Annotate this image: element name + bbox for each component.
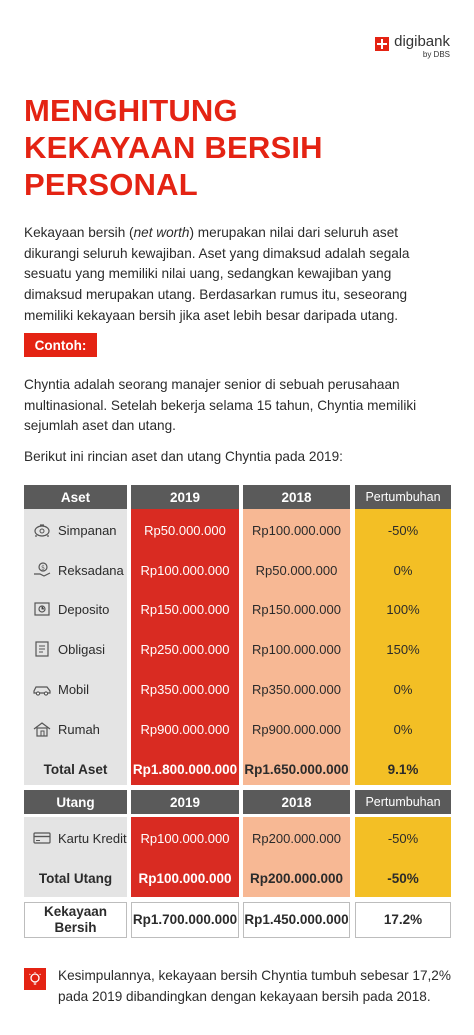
- svg-text:$: $: [41, 564, 45, 572]
- aset-row-mobil: Mobil: [24, 677, 127, 701]
- house-icon: [32, 721, 52, 737]
- aset-obligasi-growth: 150%: [386, 641, 420, 657]
- brand-sub: by DBS: [422, 50, 450, 59]
- intro-line-2: dikurangi seluruh kewajiban. Aset yang dimaksud adalah segala: [24, 245, 410, 261]
- intro-line-5: memiliki kekayaan bersih jika aset lebih besar daripada utang.: [24, 307, 399, 323]
- utang-header-label: Utang: [24, 790, 127, 814]
- aset-obligasi-2019: Rp250.000.000: [140, 641, 230, 657]
- aset-row-obligasi: Obligasi: [24, 637, 127, 661]
- total-utang-2018: Rp200.000.000: [249, 870, 344, 886]
- brand-logo: [375, 34, 450, 59]
- utang-row-kartu-kredit: Kartu Kredit: [24, 826, 127, 850]
- net-worth-2018: Rp1.450.000.000: [243, 902, 350, 938]
- conclusion-text: [58, 966, 458, 1007]
- net-worth-label: Kekayaan Bersih: [24, 902, 127, 938]
- page-title: [24, 92, 454, 203]
- aset-row-reksadana: $ Reksadana: [24, 558, 127, 582]
- story-lead: Berikut ini rincian aset dan utang Chyntia pada 2019:: [24, 449, 343, 464]
- title-line-3: PERSONAL: [24, 167, 198, 202]
- aset-rumah-growth: 0%: [393, 721, 413, 737]
- aset-reksadana-2018: Rp50.000.000: [255, 562, 338, 578]
- aset-deposito-growth: 100%: [386, 601, 420, 617]
- aset-rumah-2019: Rp900.000.000: [140, 721, 230, 737]
- bank-deposit-icon: [32, 601, 52, 617]
- utang-header-2019: 2019: [131, 790, 239, 814]
- aset-header-label: Aset: [24, 485, 127, 509]
- piggy-bank-icon: [32, 522, 52, 538]
- utang-kartu-kredit-growth: -50%: [387, 830, 419, 846]
- intro-line-3: sesuatu yang memiliki nilai uang, sedangkan kewajiban yang: [24, 266, 392, 282]
- aset-deposito-2019: Rp150.000.000: [140, 601, 230, 617]
- total-aset-2018: Rp1.650.000.000: [244, 761, 349, 777]
- total-aset-growth: 9.1%: [387, 761, 419, 777]
- net-worth-2019: Rp1.700.000.000: [131, 902, 239, 938]
- net-worth-growth: 17.2%: [355, 902, 451, 938]
- aset-deposito-2018: Rp150.000.000: [252, 601, 341, 617]
- story-paragraph: [24, 375, 454, 437]
- story-line-2: multinasional. Setelah bekerja selama 15 tahun, Chyntia memiliki: [24, 397, 417, 413]
- aset-reksadana-growth: 0%: [393, 562, 413, 578]
- aset-rumah-2018: Rp900.000.000: [252, 721, 341, 737]
- aset-simpanan-2019: Rp50.000.000: [144, 522, 226, 538]
- utang-kartu-kredit-2019: Rp100.000.000: [140, 830, 230, 846]
- car-icon: [32, 681, 52, 697]
- aset-header-2018: 2018: [243, 485, 350, 509]
- aset-mobil-growth: 0%: [393, 681, 413, 697]
- aset-header-growth: Pertumbuhan: [355, 485, 451, 509]
- utang-header-growth: Pertumbuhan: [355, 790, 451, 814]
- aset-header-2019: 2019: [131, 485, 239, 509]
- aset-row-rumah: Rumah: [24, 717, 127, 741]
- story-line-1: Chyntia adalah seorang manajer senior di sebuah perusahaan: [24, 377, 400, 392]
- lightbulb-icon: [24, 968, 46, 990]
- aset-row-simpanan: Simpanan: [24, 518, 127, 542]
- aset-mobil-2018: Rp350.000.000: [252, 681, 341, 697]
- total-utang-2019: Rp100.000.000: [138, 870, 232, 886]
- conclusion-line-1: Kesimpulannya, kekayaan bersih Chyntia tumbuh sebesar 17,2%: [58, 968, 451, 983]
- total-utang-label: Total Utang: [38, 870, 113, 886]
- aset-obligasi-2018: Rp100.000.000: [252, 641, 341, 657]
- title-line-1: MENGHITUNG: [24, 93, 238, 128]
- money-hand-icon: [32, 562, 52, 578]
- utang-kartu-kredit-2018: Rp200.000.000: [252, 830, 341, 846]
- intro-line-4: dimaksud merupakan utang. Berdasarkan rumus itu, seseorang: [24, 287, 408, 303]
- total-utang-growth: -50%: [387, 870, 419, 886]
- dbs-star-icon: [375, 37, 389, 51]
- conclusion-line-2: pada 2019 dibandingkan dengan kekayaan bersih pada 2018.: [58, 988, 431, 1004]
- intro-line-1: Kekayaan bersih (net worth) merupakan nilai dari seluruh aset: [24, 225, 399, 240]
- aset-simpanan-2018: Rp100.000.000: [252, 522, 341, 538]
- title-line-2: KEKAYAAN BERSIH: [24, 130, 323, 165]
- aset-reksadana-2019: Rp100.000.000: [140, 562, 230, 578]
- aset-simpanan-growth: -50%: [387, 522, 419, 538]
- brand-name: digibank: [394, 33, 450, 50]
- utang-header-2018: 2018: [243, 790, 350, 814]
- example-label: Contoh:: [24, 333, 97, 357]
- bond-certificate-icon: [32, 641, 52, 657]
- total-aset-2019: Rp1.800.000.000: [132, 761, 238, 777]
- credit-card-icon: [32, 830, 52, 846]
- aset-mobil-2019: Rp350.000.000: [140, 681, 230, 697]
- intro-paragraph: [24, 223, 454, 327]
- aset-row-deposito: Deposito: [24, 597, 127, 621]
- story-line-3: sejumlah aset dan utang.: [24, 418, 176, 434]
- total-aset-label: Total Aset: [43, 761, 108, 777]
